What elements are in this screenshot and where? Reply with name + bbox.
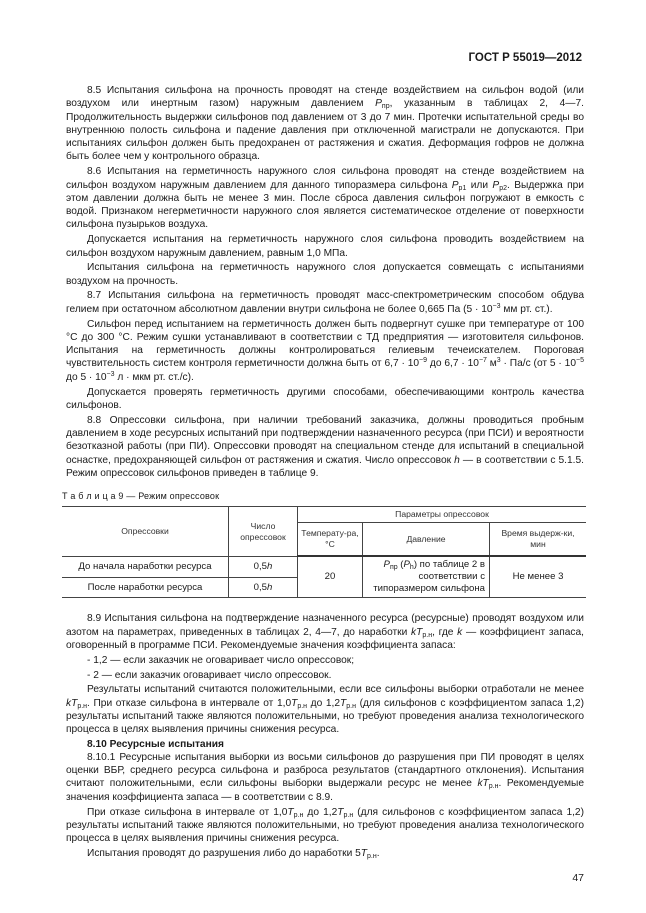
cell-operation: До начала наработки ресурса bbox=[62, 556, 229, 577]
italic-symbol: h bbox=[267, 581, 273, 593]
italic-symbol: T bbox=[360, 847, 368, 859]
italic-symbol: h bbox=[267, 560, 273, 572]
paragraph: Результаты испытаний считаются положительными, если все сильфоны выборки отработали не менее $kT_{р.н}$. При отказе сильфона в интервале от $1,0T_{р.н}$ до $1,2T_{р.н}$ (для сильфонов с коэффициентом запаса 1,2) результаты испытаний также являются положительными, но требуют проведения анализа технологического процесса в целях выявления причины снижения ресурса. bbox=[66, 684, 584, 736]
italic-symbol: P bbox=[492, 179, 500, 191]
cell-time: Не менее 3 bbox=[490, 556, 587, 598]
superscript: −9 bbox=[419, 357, 428, 365]
paragraph: Сильфон перед испытанием на герметичность должен быть подвергнут сушке при температуре от 100 °С до 300 °С. Режим сушки устанавливают в соответствии с ТД предприятия — изготовителя сильфонов. Испытания на герметичность должны контролироваться гелиевым течеискателем. Пороговая чувствительность систем контроля герметичности должна быть от $6,7 \cdot 10^{-9}$ до $6,7 \cdot 10^{-7}$ $м^3 \cdot Па/с$ (от $5 \cdot 10^{-5}$ до $5 \cdot 10^{-3}$ л · мкм рт. ст./с). bbox=[66, 318, 584, 383]
italic-symbol: P bbox=[451, 179, 459, 191]
paragraph: 8.9 Испытания сильфона на подтверждение назначенного ресурса (ресурсные) проводят воздухом или азотом на параметрах, приведенных в таблицах 2, 4—7, до наработки $kT_{р.н}$, где k — коэффициент запаса, оговоренный в программе ПСИ. Рекомендуемые значения коэффициента запаса: bbox=[66, 613, 584, 651]
paragraphs-mid bbox=[66, 612, 584, 736]
section-heading: 8.10 Ресурсные испытания bbox=[87, 738, 224, 750]
paragraph: - 2 — если заказчик оговаривает число опрессовок. bbox=[87, 669, 332, 681]
subscript: р.н bbox=[367, 852, 377, 860]
paragraph: - 1,2 — если заказчик не оговаривает число опрессовок; bbox=[87, 654, 355, 666]
paragraph: Допускается испытания на герметичность наружного слоя сильфона проводить воздействием на сильфон воздухом наружным давлением, равным 1,0 МПа. bbox=[66, 234, 584, 259]
document-header-id: ГОСТ Р 55019—2012 bbox=[468, 52, 582, 64]
subscript: р1 bbox=[458, 184, 467, 192]
paragraph: 8.8 Опрессовки сильфона, при наличии требований заказчика, должны проводиться пробным давлением в ходе ресурсных испытаний при подтверждении назначенного ресурса (при ПСИ) и вероятности безотказной работы (при ПИ). Опрессовки проводят на специальном стенде для испытаний в специальной оснастке, предохраняющей сильфон от растяжения и сжатия. Число опрессовок h — в соответствии с 5.1.5. Режим опрессовок сильфонов приведен в таблице 9. bbox=[66, 414, 585, 479]
document-body bbox=[62, 0, 585, 905]
col-header-temperature: Температу-ра, °С bbox=[298, 523, 363, 557]
col-header-pressure: Давление bbox=[363, 523, 490, 557]
paragraph: При отказе сильфона в интервале от $1,0T_{р.н}$ до $1,2T_{р.н}$ (для сильфонов с коэффициентом запаса 1,2) результаты испытаний также являются положительными, но требуют проведения анализа технологического процесса в целях выявления причины снижения ресурса. bbox=[66, 806, 584, 845]
subscript: р.н bbox=[422, 631, 433, 639]
cell-count: 0,5h bbox=[229, 556, 298, 577]
italic-symbol: kT bbox=[411, 626, 423, 638]
paragraph: Испытания проводят до разрушения либо до наработки $5T_{р.н}$. bbox=[87, 847, 380, 860]
paragraphs-bottom bbox=[66, 751, 584, 860]
subscript: h bbox=[409, 564, 414, 572]
italic-symbol: P bbox=[375, 98, 382, 110]
italic-symbol: kT bbox=[477, 778, 489, 790]
col-header-operation: Опрессовки bbox=[62, 507, 229, 557]
italic-symbol: k bbox=[457, 626, 463, 638]
col-header-parameters: Параметры опрессовок bbox=[298, 507, 587, 523]
italic-symbol: T bbox=[340, 697, 347, 709]
subscript: р2 bbox=[499, 184, 507, 192]
subscript: р.н bbox=[293, 811, 304, 819]
table-row bbox=[62, 556, 586, 577]
subscript: пр bbox=[381, 103, 390, 111]
col-header-time: Время выдерж-ки, мин bbox=[490, 523, 587, 557]
paragraph: 8.5 Испытания сильфона на прочность проводят на стенде воздействием на сильфон водой (или воздухом или инертным газом) наружным давлением $P_{пр}$, указанным в таблицах 2, 4—7. Продолжительность выдержки сильфонов под давлением от 3 до 7 мин. Протечки испытательной среды во внутреннюю полость сильфона и падение давления при отключенной магистрали не допускаются. При испытаниях сильфон должен быть предохранен от растяжения и сжатия. Деформация гофров не должна быть более чем у контрольного образца. bbox=[66, 85, 584, 163]
cell-count: 0,5h bbox=[229, 577, 298, 598]
superscript: −7 bbox=[478, 357, 487, 365]
paragraph: Испытания сильфона на герметичность наружного слоя допускается совмещать с испытаниями воздухом на прочность. bbox=[66, 262, 584, 287]
paragraphs-top bbox=[66, 84, 584, 480]
superscript: −5 bbox=[576, 357, 584, 365]
table-9 bbox=[62, 506, 586, 598]
superscript: −3 bbox=[106, 370, 115, 378]
col-header-count: Число опрессовок bbox=[229, 507, 298, 557]
italic-symbol: P bbox=[403, 559, 410, 571]
paragraph: Допускается проверять герметичность другими способами, обеспечивающими контроль качества сильфонов. bbox=[66, 386, 584, 411]
italic-symbol: h bbox=[454, 454, 460, 466]
italic-symbol: T bbox=[337, 806, 344, 818]
cell-pressure: $P_{пр}$ $(P_h)$ по таблице 2 в соответствии с типоразмером сильфона bbox=[363, 556, 490, 598]
paragraph: 8.7 Испытания сильфона на герметичность проводят масс-спектрометрическим способом обдува гелием при остаточном абсолютном давлении внутри сильфона не более 0,665 Па ($5 \cdot 10^{-3}$ мм рт. ст.). bbox=[66, 290, 584, 315]
page-number: 47 bbox=[572, 872, 584, 885]
paragraph: 8.10.1 Ресурсные испытания выборки из восьми сильфонов до разрушения при ПИ проводят в целях оценки ВБР, среднего ресурса сильфона и разброса результатов (стандартного отклонения). Испытания считают положительными, если сильфоны выборки выдержали ресурс не менее $kT_{р.н}$. Рекомендуемые значения коэффициента запаса — в соответствии с 8.9. bbox=[66, 751, 584, 803]
subscript: р.н bbox=[77, 702, 88, 710]
cell-temperature: 20 bbox=[298, 556, 363, 598]
italic-symbol: T bbox=[291, 697, 298, 709]
subscript: р.н bbox=[488, 783, 499, 791]
italic-symbol: T bbox=[287, 806, 294, 818]
italic-symbol: kT bbox=[66, 697, 78, 709]
paragraph: 8.6 Испытания на герметичность наружного слоя сильфона проводят на стенде воздействием на сильфон воздухом наружным давлением для данного типоразмера сильфона $P_{р1}$ или $P_{р2}$. Выдержка при этом давлении должна быть не менее 3 мин. После сброса давления сильфон погружают в емкость с водой. Признаком негерметичности наружного слоя является систематическое отделение от поверхности сильфона пузырьков воздуха. bbox=[66, 166, 584, 231]
superscript: −3 bbox=[492, 302, 501, 310]
italic-symbol: P bbox=[383, 559, 390, 571]
table-caption: Т а б л и ц а 9 — Режим опрессовок bbox=[62, 491, 220, 502]
cell-operation: После наработки ресурса bbox=[62, 577, 229, 598]
subscript: р.н bbox=[346, 702, 356, 710]
subscript: р.н bbox=[297, 702, 308, 710]
subscript: р.н bbox=[343, 811, 354, 819]
subscript: пр bbox=[389, 564, 398, 572]
superscript: 3 bbox=[496, 357, 501, 365]
